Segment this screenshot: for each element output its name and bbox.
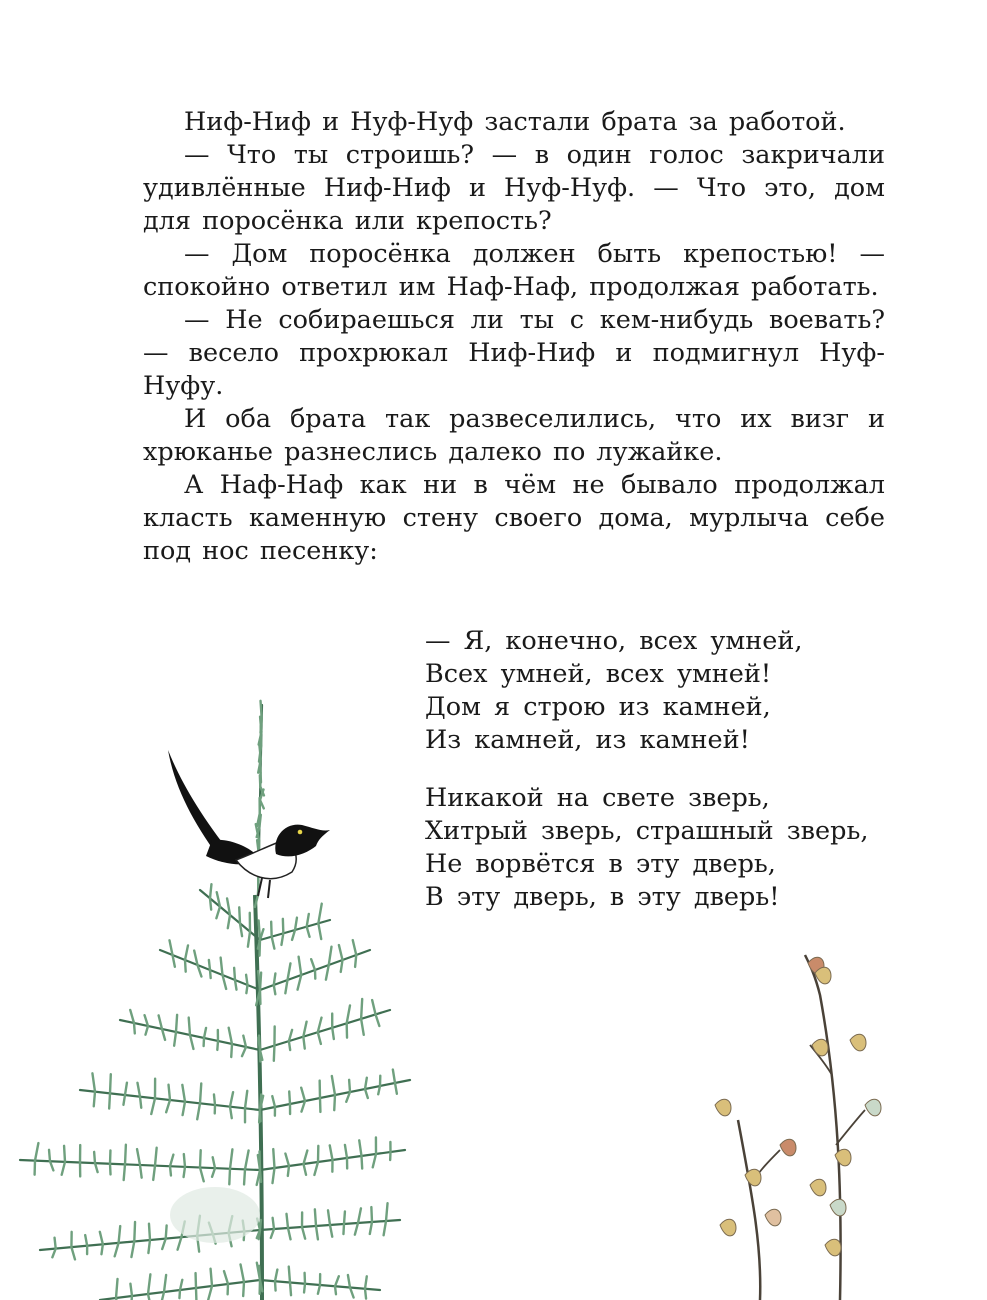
tree-needle bbox=[85, 1235, 87, 1246]
tree-needle bbox=[224, 1271, 228, 1284]
tree-needle bbox=[110, 1164, 111, 1175]
song-line: Не ворвётся в эту дверь, bbox=[425, 849, 776, 879]
tree-needle bbox=[304, 1284, 305, 1293]
tree-needle bbox=[326, 965, 329, 980]
tree-needle bbox=[130, 1284, 132, 1296]
tree-needle bbox=[290, 1283, 291, 1296]
tree-needle bbox=[208, 1286, 212, 1300]
tree-needle bbox=[318, 1285, 320, 1294]
tree-needle bbox=[55, 1238, 56, 1249]
tree-highlight bbox=[170, 1187, 260, 1243]
tree-needle bbox=[140, 1165, 142, 1178]
tree-needle bbox=[197, 1103, 200, 1119]
tree-needle bbox=[365, 1276, 367, 1288]
magpie-legs bbox=[258, 878, 270, 898]
tree-needle bbox=[50, 1161, 53, 1170]
tree-needle bbox=[148, 1240, 150, 1253]
tree-needle bbox=[92, 1073, 95, 1091]
paragraph: Ниф-Ниф и Нуф-Нуф застали брата за работой. bbox=[184, 107, 846, 137]
tree-needle bbox=[272, 1096, 275, 1107]
tree-needle bbox=[274, 1046, 275, 1061]
tree-needle bbox=[288, 963, 291, 980]
tree-needle bbox=[335, 1286, 336, 1294]
tree-needle bbox=[246, 975, 247, 985]
paragraph: — Дом поросёнка должен быть крепостью! — спокойно ответил им Наф-Наф, продолжая работать. bbox=[143, 239, 885, 302]
tree-needle bbox=[307, 927, 310, 937]
story-text bbox=[143, 106, 885, 568]
branch-twig bbox=[836, 1110, 865, 1145]
tree-needle bbox=[273, 1149, 274, 1168]
birch-branches-illustration bbox=[690, 945, 890, 1300]
tree-needle bbox=[332, 1076, 335, 1095]
leaf bbox=[850, 1034, 866, 1051]
tree-needle bbox=[185, 960, 186, 972]
leaf bbox=[830, 1199, 846, 1216]
tree-needle bbox=[358, 1208, 361, 1223]
tree-needle bbox=[101, 1244, 102, 1254]
tree-needle bbox=[119, 1226, 121, 1243]
tree-needle bbox=[248, 932, 250, 947]
tree-needle bbox=[140, 1097, 141, 1108]
tree-needle bbox=[315, 1209, 316, 1226]
paragraph: И оба брата так развеселились, что их визг и хрюканье разнеслись далеко по лужайке. bbox=[143, 404, 885, 467]
tree-needle bbox=[134, 1222, 135, 1241]
tree-needle bbox=[64, 1146, 65, 1162]
tree-needle bbox=[109, 1093, 110, 1108]
autumn-branches bbox=[715, 955, 881, 1300]
song-line: Хитрый зверь, страшный зверь, bbox=[425, 816, 869, 846]
tree-needle bbox=[272, 1168, 274, 1183]
fir-tree-illustration bbox=[0, 650, 420, 1300]
tree-needle bbox=[228, 915, 230, 928]
tree-needle bbox=[35, 1143, 38, 1161]
tree-needle bbox=[210, 970, 211, 978]
tree-needle bbox=[235, 980, 236, 990]
tree-needle bbox=[137, 1083, 140, 1097]
tree-needle bbox=[285, 1154, 289, 1166]
tree-needle bbox=[137, 1149, 140, 1165]
tree-needle bbox=[239, 907, 240, 923]
tree-needle bbox=[299, 957, 302, 975]
tree-needle bbox=[123, 1095, 125, 1105]
tree-needle bbox=[318, 1032, 321, 1044]
leaf bbox=[720, 1219, 736, 1236]
tree-needle bbox=[273, 1218, 274, 1229]
tree-needle bbox=[370, 1222, 372, 1234]
leaf bbox=[745, 1169, 761, 1186]
tree-needle bbox=[229, 1028, 232, 1044]
tree-needle bbox=[176, 1015, 177, 1032]
tree-needle bbox=[243, 1282, 244, 1296]
tree-needle bbox=[200, 1150, 201, 1167]
tree-needle bbox=[372, 1000, 375, 1014]
tree-needle bbox=[100, 1232, 103, 1244]
tree-needle bbox=[332, 1028, 334, 1039]
tree-needle bbox=[304, 1164, 307, 1175]
leaf bbox=[780, 1139, 796, 1156]
tree-needle bbox=[244, 1169, 245, 1184]
paragraph: — Не собираешься ли ты с кем-нибудь воевать? — весело прохрюкал Ниф-Ниф и подмигнул Нуф-Нуфу. bbox=[143, 305, 885, 401]
tree-needle bbox=[259, 1036, 260, 1050]
leaf bbox=[865, 1099, 881, 1116]
tree-needle bbox=[204, 1028, 206, 1038]
tree-needle bbox=[94, 1152, 95, 1163]
magpie-bird bbox=[168, 750, 330, 898]
tree-needle bbox=[216, 907, 220, 919]
tree-needle bbox=[213, 1157, 215, 1168]
tree-needle bbox=[115, 1243, 119, 1256]
tree-needle bbox=[328, 1210, 330, 1225]
tree-needle bbox=[110, 1074, 111, 1093]
tree-needle bbox=[116, 1279, 118, 1298]
tree-needle bbox=[246, 985, 247, 993]
tree-needle bbox=[131, 1296, 132, 1300]
song-line: Всех умней, всех умней! bbox=[425, 659, 772, 689]
tree-needle bbox=[303, 1037, 304, 1049]
tree-needle bbox=[361, 999, 362, 1019]
leaf bbox=[835, 1149, 851, 1166]
tree-needle bbox=[189, 1018, 190, 1035]
tree-needle bbox=[149, 1224, 150, 1240]
tree-needle bbox=[174, 1032, 176, 1046]
song-stanza-1 bbox=[425, 625, 895, 757]
tree-needle bbox=[185, 945, 188, 960]
tree-needle bbox=[190, 1035, 193, 1049]
tree-needle bbox=[230, 1092, 233, 1106]
tree-needle bbox=[211, 1269, 212, 1286]
tree-branch bbox=[260, 1010, 390, 1050]
tree-needle bbox=[259, 1230, 260, 1239]
tree-needle bbox=[355, 1223, 358, 1235]
tree-needle bbox=[395, 1083, 397, 1094]
tree-needle bbox=[131, 1241, 134, 1257]
tree-needle bbox=[200, 1083, 201, 1103]
tree-needle bbox=[384, 1221, 386, 1235]
tree-needle bbox=[316, 1226, 318, 1239]
tree-needle bbox=[274, 985, 276, 994]
tree-needle bbox=[289, 1267, 290, 1283]
tree-needle bbox=[393, 1070, 395, 1083]
tree-needle bbox=[125, 1083, 127, 1095]
tree-needle bbox=[365, 1078, 367, 1089]
tree-needle bbox=[200, 1168, 204, 1182]
tree-needle bbox=[259, 1266, 260, 1280]
tree-needle bbox=[344, 1211, 345, 1224]
tree-needle bbox=[166, 1100, 170, 1112]
tree-needle bbox=[209, 960, 210, 970]
tree-needle bbox=[365, 1089, 368, 1098]
magpie-eye bbox=[298, 830, 303, 835]
tree-needle bbox=[295, 918, 297, 930]
tree-needle bbox=[359, 1140, 361, 1156]
tree-needle bbox=[314, 1162, 318, 1175]
tree-needle bbox=[155, 1148, 157, 1166]
tree-needle bbox=[349, 1080, 350, 1092]
tree-needle bbox=[166, 1225, 167, 1238]
tree-needle bbox=[243, 1036, 246, 1047]
leaf bbox=[765, 1209, 781, 1226]
tree-needle bbox=[288, 1166, 289, 1176]
tree-needle bbox=[261, 719, 262, 733]
tree-needle bbox=[169, 1085, 170, 1100]
tree-needle bbox=[275, 1270, 277, 1282]
tree-needle bbox=[334, 1095, 335, 1110]
song-line: — Я, конечно, всех умней, bbox=[425, 626, 803, 656]
tree-needle bbox=[62, 1162, 65, 1175]
tree-needle bbox=[124, 1164, 125, 1180]
tree-needle bbox=[130, 1010, 134, 1023]
tree-needle bbox=[371, 1207, 372, 1222]
tree-needle bbox=[286, 1214, 288, 1228]
leaf bbox=[810, 1179, 826, 1196]
tree-needle bbox=[151, 1098, 155, 1114]
tree-needle bbox=[353, 940, 356, 955]
tree-needle bbox=[386, 1203, 388, 1221]
tree-needle bbox=[347, 1005, 350, 1023]
song-line: Дом я строю из камней, bbox=[425, 692, 771, 722]
tree-needle bbox=[329, 947, 332, 965]
tree-needle bbox=[281, 933, 283, 945]
tree-needle bbox=[125, 1145, 126, 1165]
tree-needle bbox=[343, 1224, 344, 1234]
song-line: Никакой на свете зверь, bbox=[425, 783, 770, 813]
tree-needle bbox=[288, 1228, 291, 1239]
tree-needle bbox=[212, 1168, 215, 1177]
tree-needle bbox=[341, 960, 343, 972]
tree-needle bbox=[285, 980, 287, 993]
tree-needle bbox=[162, 1239, 165, 1249]
tree-needle bbox=[170, 1155, 173, 1167]
leaf bbox=[815, 967, 831, 984]
leaf bbox=[812, 1039, 828, 1056]
tree-needle bbox=[183, 1102, 185, 1115]
fir-tree-branches bbox=[20, 701, 410, 1300]
tree-needle bbox=[182, 1085, 185, 1102]
tree-needle bbox=[330, 1145, 333, 1160]
tree-needle bbox=[365, 1289, 366, 1299]
tree-needle bbox=[272, 937, 275, 949]
tree-needle bbox=[304, 1151, 308, 1164]
song-line: Из камней, из камней! bbox=[425, 725, 750, 755]
tree-needle bbox=[229, 1169, 230, 1185]
tree-needle bbox=[159, 1015, 162, 1029]
magpie-head bbox=[275, 825, 330, 857]
tree-needle bbox=[289, 1041, 290, 1050]
paragraph: — Что ты строишь? — в один голос закричали удивлённые Ниф-Ниф и Нуф-Нуф. — Что это, дом для поросёнка или крепость? bbox=[143, 140, 885, 236]
paragraph: А Наф-Наф как ни в чём не бывало продолжал класть каменную стену своего дома, мурлыча себе под нос песенку: bbox=[143, 470, 885, 566]
tree-needle bbox=[303, 1022, 306, 1037]
tree-needle bbox=[134, 1023, 135, 1033]
tree-needle bbox=[214, 1094, 215, 1105]
song-line: В эту дверь, в эту дверь! bbox=[425, 882, 780, 912]
tree-needle bbox=[361, 1019, 364, 1035]
song-stanza-2 bbox=[425, 782, 895, 914]
tree-needle bbox=[241, 1264, 244, 1282]
tree-needle bbox=[184, 1167, 185, 1177]
tree-needle bbox=[210, 898, 211, 909]
tree-needle bbox=[210, 884, 211, 898]
tree-needle bbox=[153, 1166, 155, 1180]
tree-needle bbox=[275, 1281, 276, 1290]
tree-needle bbox=[148, 1294, 151, 1300]
tree-needle bbox=[230, 1149, 232, 1168]
tree-needle bbox=[345, 1145, 347, 1158]
tree-needle bbox=[330, 1225, 332, 1237]
tree-needle bbox=[170, 1166, 171, 1175]
tree-needle bbox=[178, 1237, 182, 1250]
tree-needle bbox=[217, 1041, 218, 1050]
leaf bbox=[715, 1099, 731, 1116]
tree-needle bbox=[164, 1275, 166, 1292]
tree-needle bbox=[245, 1091, 247, 1109]
branch-stem bbox=[738, 1120, 760, 1300]
tree-needle bbox=[148, 1274, 150, 1294]
tree-needle bbox=[289, 1091, 290, 1104]
tree-needle bbox=[94, 1092, 95, 1107]
tree-needle bbox=[271, 1229, 274, 1238]
tree-needle bbox=[234, 968, 235, 980]
tree-needle bbox=[311, 959, 315, 970]
tree-needle bbox=[355, 955, 356, 967]
tree-needle bbox=[95, 1163, 98, 1172]
leaf bbox=[825, 1239, 841, 1256]
tree-needle bbox=[373, 1154, 376, 1167]
tree-needle bbox=[376, 1014, 380, 1026]
tree-needle bbox=[245, 1151, 249, 1170]
tree-needle bbox=[307, 914, 309, 927]
tree-needle bbox=[180, 1280, 182, 1290]
tree-needle bbox=[260, 1110, 261, 1121]
tree-needle bbox=[318, 923, 321, 939]
tree-needle bbox=[230, 1107, 232, 1119]
tree-needle bbox=[335, 1276, 339, 1286]
tree-needle bbox=[350, 1288, 354, 1298]
tree-needle bbox=[348, 1275, 350, 1287]
tree-needle bbox=[301, 1088, 305, 1101]
tree-needle bbox=[318, 1018, 322, 1033]
tree-needle bbox=[302, 1227, 305, 1239]
tree-needle bbox=[231, 1044, 232, 1057]
tree-needle bbox=[318, 904, 321, 924]
tree-needle bbox=[339, 945, 343, 960]
tree-needle bbox=[242, 1047, 246, 1056]
tree-needle bbox=[184, 1154, 185, 1167]
tree-needle bbox=[362, 1156, 363, 1169]
tree-needle bbox=[145, 1026, 148, 1035]
tree-needle bbox=[274, 973, 276, 985]
tree-needle bbox=[179, 1290, 180, 1298]
tree-needle bbox=[221, 958, 223, 975]
tree-needle bbox=[71, 1247, 75, 1259]
tree-needle bbox=[259, 920, 260, 940]
tree-needle bbox=[261, 701, 262, 719]
tree-needle bbox=[49, 1150, 50, 1161]
